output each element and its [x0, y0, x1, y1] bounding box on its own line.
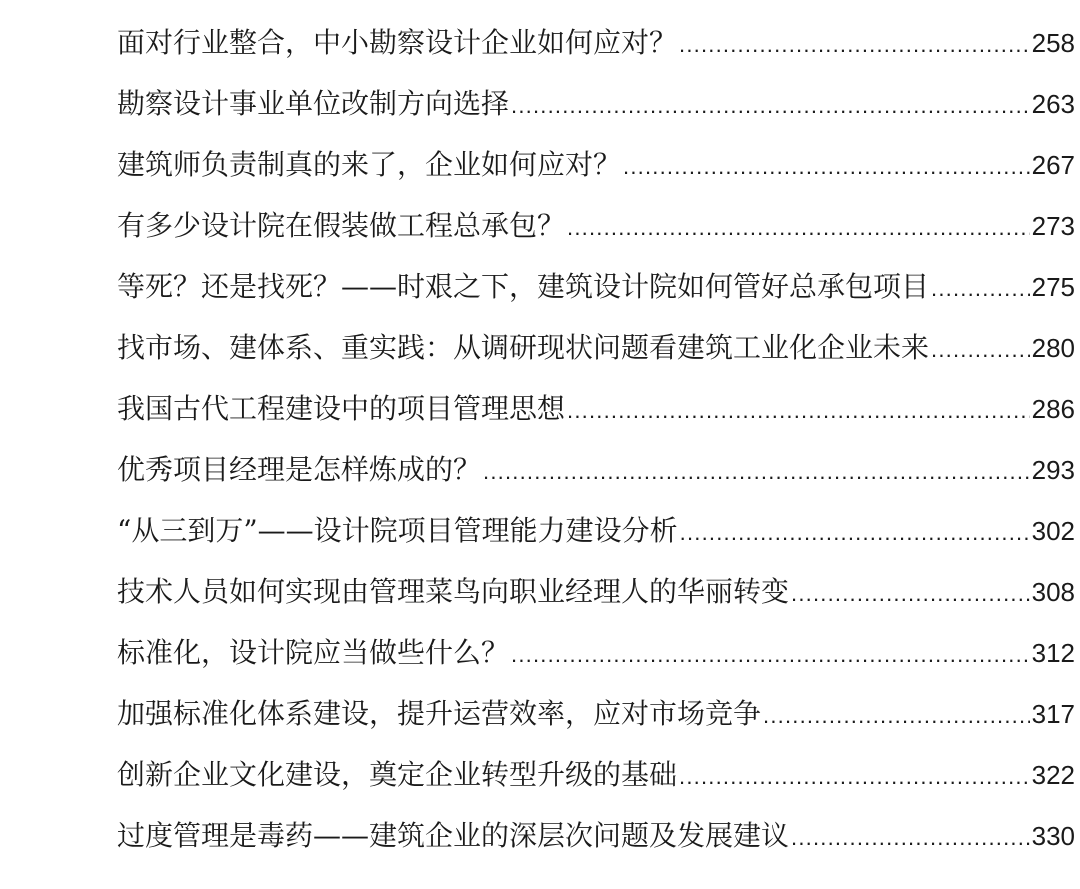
toc-page-number: 273 — [1031, 211, 1075, 241]
toc-entry-title: 勘察设计事业单位改制方向选择 — [117, 87, 510, 120]
toc-dot-leader — [679, 23, 1030, 67]
toc-entry[interactable] — [117, 631, 1075, 675]
toc-entry[interactable] — [117, 570, 1075, 614]
toc-entry[interactable] — [117, 509, 1075, 553]
toc-entry-title: 等死？还是找死？——时艰之下，建筑设计院如何管好总承包项目 — [117, 270, 930, 303]
toc-dot-leader — [680, 511, 1030, 555]
toc-dot-leader — [679, 755, 1030, 799]
toc-page-number: 312 — [1031, 638, 1075, 668]
toc-entry[interactable] — [117, 82, 1075, 126]
toc-entry-title: 面对行业整合，中小勘察设计企业如何应对？ — [117, 26, 678, 59]
toc-entry-title: “从三到万”——设计院项目管理能力建设分析 — [117, 514, 678, 547]
toc-dot-leader — [791, 816, 1030, 860]
toc-entry-title: 创新企业文化建设，奠定企业转型升级的基础 — [117, 758, 678, 791]
toc-entry-title: 标准化，设计院应当做些什么？ — [117, 636, 510, 669]
toc-entry[interactable] — [117, 448, 1075, 492]
toc-page-number: 302 — [1031, 516, 1075, 546]
toc-dot-leader — [483, 450, 1030, 494]
toc-dot-leader — [931, 267, 1030, 311]
toc-dot-leader — [623, 145, 1030, 189]
toc-dot-leader — [567, 389, 1030, 433]
toc-entry[interactable] — [117, 265, 1075, 309]
toc-entry[interactable] — [117, 21, 1075, 65]
toc-entry-title: 建筑师负责制真的来了，企业如何应对？ — [117, 148, 622, 181]
toc-dot-leader — [931, 328, 1030, 372]
toc-dot-leader — [567, 206, 1030, 250]
toc-entry-title: 过度管理是毒药——建筑企业的深层次问题及发展建议 — [117, 819, 790, 852]
toc-page-number: 280 — [1031, 333, 1075, 363]
toc-entry[interactable] — [117, 143, 1075, 187]
toc-page-number: 308 — [1031, 577, 1075, 607]
toc-entry-title: 我国古代工程建设中的项目管理思想 — [117, 392, 566, 425]
toc-entry-title: 优秀项目经理是怎样炼成的？ — [117, 453, 482, 486]
toc-page-number: 258 — [1031, 28, 1075, 58]
toc-entry[interactable] — [117, 814, 1075, 858]
toc-page-number: 322 — [1031, 760, 1075, 790]
toc-dot-leader — [791, 572, 1030, 616]
toc-dot-leader — [511, 633, 1030, 677]
toc-entry-title: 技术人员如何实现由管理菜鸟向职业经理人的华丽转变 — [117, 575, 790, 608]
toc-entry-title: 有多少设计院在假装做工程总承包？ — [117, 209, 566, 242]
toc-page-number: 330 — [1031, 821, 1075, 851]
toc-entry[interactable] — [117, 387, 1075, 431]
toc-entry[interactable] — [117, 753, 1075, 797]
toc-entry[interactable] — [117, 326, 1075, 370]
toc-page-number: 317 — [1031, 699, 1075, 729]
toc-dot-leader — [511, 84, 1030, 128]
toc-entry-title: 找市场、建体系、重实践：从调研现状问题看建筑工业化企业未来 — [117, 331, 930, 364]
toc-page-number: 275 — [1031, 272, 1075, 302]
toc-page-number: 263 — [1031, 89, 1075, 119]
toc-page-number: 293 — [1031, 455, 1075, 485]
toc-dot-leader — [763, 694, 1030, 738]
toc-entry[interactable] — [117, 204, 1075, 248]
toc-entry-title: 加强标准化体系建设，提升运营效率，应对市场竞争 — [117, 697, 762, 730]
toc-page-number: 267 — [1031, 150, 1075, 180]
toc-entry[interactable] — [117, 692, 1075, 736]
toc-page-number: 286 — [1031, 394, 1075, 424]
